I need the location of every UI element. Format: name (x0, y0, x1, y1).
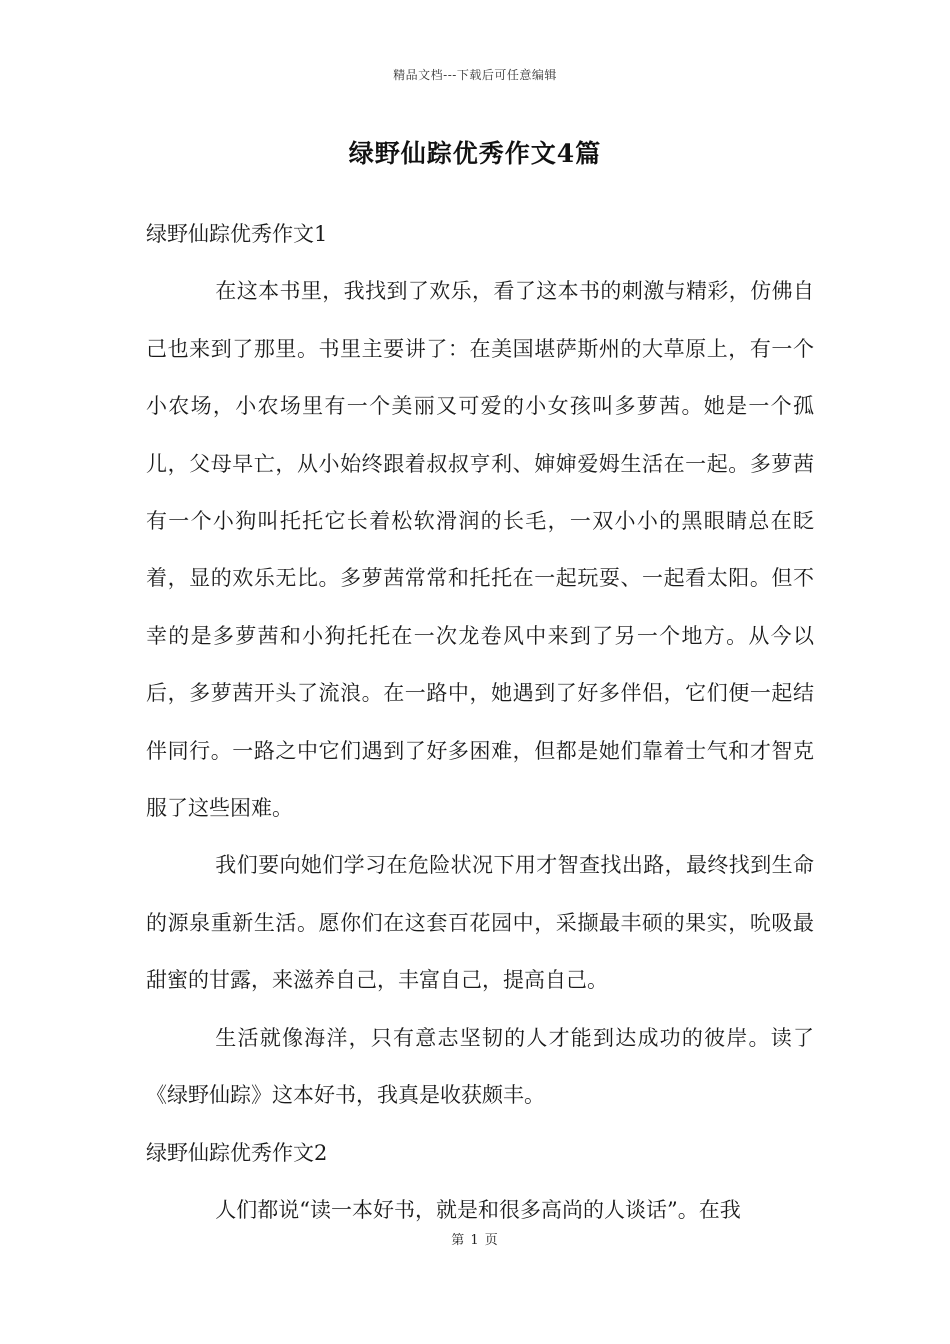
section-heading: 绿野仙踪优秀作文2 (146, 1140, 328, 1165)
document-title: 绿野仙踪优秀作文4篇 (348, 139, 602, 168)
paragraph: 在这本书里，我找到了欢乐，看了这本书的刺激与精彩，仿佛自己也来到了那里。书里主要讲了：在美国堪萨斯州的大草原上，有一个小农场，小农场里有一个美丽又可爱的小女孩叫多萝茜。她是一个孤儿，父母早亡，从小始终跟着叔叔亨利、婶婶爱姆生活在一起。多萝茜有一个小狗叫托托它长着松软滑润的长毛，一双小小的黑眼睛总在眨着，显的欢乐无比。多萝茜常常和托托在一起玩耍、一起看太阳。但不幸的是多萝茜和小狗托托在一次龙卷风中来到了另一个地方。从今以后，多萝茜开头了流浪。在一路中，她遇到了好多伴侣，它们便一起结伴同行。一路之中它们遇到了好多困难，但都是她们靠着士气和才智克服了这些困难。 (146, 279, 814, 821)
paragraph: 生活就像海洋，只有意志坚韧的人才能到达成功的彼岸。读了《绿野仙踪》这本好书，我真是收获颇丰。 (146, 1025, 814, 1108)
page-header: 精品文档---下载后可任意编辑 (393, 68, 557, 82)
page-number: 第 1 页 (451, 1233, 499, 1248)
section-heading: 绿野仙踪优秀作文1 (146, 222, 328, 246)
paragraph: 我们要向她们学习在危险状况下用才智查找出路，最终找到生命的源泉重新生活。愿你们在这套百花园中，采撷最丰硕的果实，吮吸最甜蜜的甘露，来滋养自己，丰富自己，提高自己。 (146, 853, 814, 993)
paragraph: 人们都说“读一本好书，就是和很多高尚的人谈话”。在我 (215, 1197, 741, 1222)
document-body (146, 206, 814, 1239)
